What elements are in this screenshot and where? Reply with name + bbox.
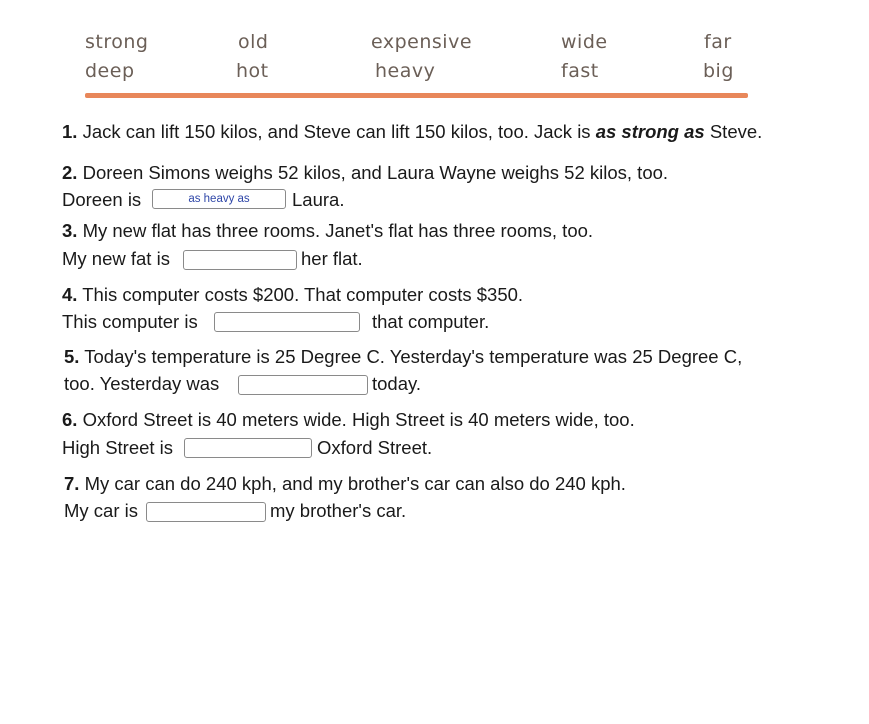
answer-input-4[interactable] xyxy=(214,312,360,332)
word-bank-item: expensive xyxy=(371,31,473,53)
word-bank-item: heavy xyxy=(375,60,436,82)
answer-input-6[interactable] xyxy=(184,438,312,458)
example-answer: as strong as xyxy=(595,121,705,142)
exercise-1-sentence xyxy=(62,120,762,144)
exercise-number: 4. xyxy=(62,284,78,305)
exercise-7-prompt: My car is xyxy=(64,500,138,521)
exercise-5-suffix: today. xyxy=(372,373,422,394)
exercise-text: Oxford Street is 40 meters wide. High Street is 40 meters wide, too. xyxy=(77,409,635,430)
word-bank-item: strong xyxy=(85,31,149,53)
exercise-3-sentence xyxy=(62,219,593,243)
exercise-3-suffix: her flat. xyxy=(301,248,363,269)
exercise-2-suffix: Laura. xyxy=(292,189,345,210)
word-bank-item: far xyxy=(704,31,732,53)
exercise-text: Jack can lift 150 kilos, and Steve can lift 150 kilos, too. Jack is xyxy=(77,121,596,142)
exercise-7-suffix: my brother's car. xyxy=(270,500,407,521)
word-bank-item: hot xyxy=(236,60,269,82)
exercise-number: 7. xyxy=(64,473,80,494)
exercise-4-sentence xyxy=(62,283,523,307)
exercise-text: My car can do 240 kph, and my brother's car can also do 240 kph. xyxy=(79,473,626,494)
answer-input-7[interactable] xyxy=(146,502,266,522)
exercise-4-prompt: This computer is xyxy=(62,311,198,332)
word-bank-item: old xyxy=(238,31,269,53)
word-bank xyxy=(0,0,869,110)
word-bank-item: fast xyxy=(561,60,599,82)
exercise-3-prompt: My new fat is xyxy=(62,248,170,269)
exercise-4-suffix: that computer. xyxy=(372,311,490,332)
exercise-number: 6. xyxy=(62,409,78,430)
word-bank-item: wide xyxy=(561,31,608,53)
exercise-text: Today's temperature is 25 Degree C. Yesterday's temperature was 25 Degree C, xyxy=(79,346,743,367)
answer-input-5[interactable] xyxy=(238,375,368,395)
exercise-number: 1. xyxy=(62,121,78,142)
word-bank-item: deep xyxy=(85,60,135,82)
exercise-text: This computer costs $200. That computer costs $350. xyxy=(77,284,524,305)
exercise-7-sentence xyxy=(64,472,626,496)
exercise-5-sentence xyxy=(64,345,742,369)
exercise-2-prompt: Doreen is xyxy=(62,189,142,210)
exercise-text: Steve. xyxy=(704,121,763,142)
exercise-number: 2. xyxy=(62,162,78,183)
word-bank-item: big xyxy=(703,60,734,82)
exercise-text: Doreen Simons weighs 52 kilos, and Laura Wayne weighs 52 kilos, too. xyxy=(77,162,669,183)
word-bank-divider xyxy=(85,93,748,98)
exercise-6-sentence xyxy=(62,408,635,432)
exercise-2-sentence xyxy=(62,161,668,185)
exercise-number: 3. xyxy=(62,220,78,241)
exercise-6-prompt: High Street is xyxy=(62,437,174,458)
exercise-text: My new flat has three rooms. Janet's flat has three rooms, too. xyxy=(77,220,594,241)
exercise-number: 5. xyxy=(64,346,80,367)
exercise-5-prompt: too. Yesterday was xyxy=(64,373,220,394)
answer-input-2[interactable]: as heavy as xyxy=(152,189,286,209)
exercise-6-suffix: Oxford Street. xyxy=(317,437,433,458)
answer-input-3[interactable] xyxy=(183,250,297,270)
